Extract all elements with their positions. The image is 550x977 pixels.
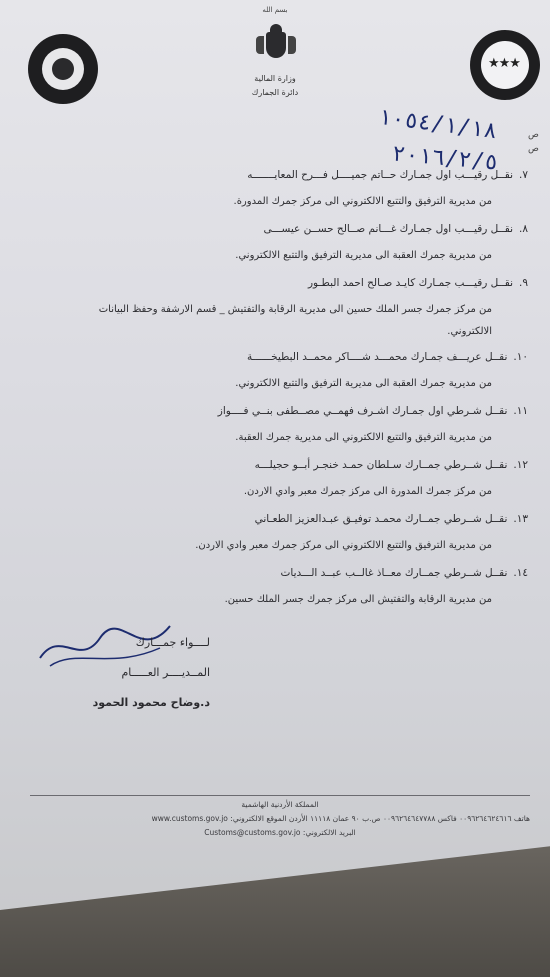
- item-number: ١٣.: [513, 513, 528, 525]
- header-ministry: وزارة المالية: [254, 74, 296, 83]
- signatory-name: د.وضاح محمود الحمود: [92, 696, 210, 709]
- signature-block: [20, 628, 210, 718]
- item-detail: من مديرية جمرك العقبة الى مديرية الترفيق والتتبع الالكتروني.: [235, 250, 492, 261]
- list-item: [30, 450, 528, 504]
- item-title: نقــل رقيـــب جمـارك كايـد صـالح احمد البطـور: [307, 277, 514, 289]
- list-item: [30, 268, 528, 342]
- list-item: [30, 558, 528, 612]
- item-detail: من مديرية الترفيق والتتبع الالكتروني الى مركز جمرك معبر وادي الاردن.: [195, 540, 492, 551]
- item-number: ١٠.: [513, 351, 528, 363]
- item-title: نقــل رقيـــب اول جمـارك حــاتم جميــــل فـــرح المعايـــــــه: [247, 169, 514, 181]
- item-number: ١٤.: [513, 567, 528, 579]
- item-number: ٨.: [519, 223, 528, 235]
- item-number: ٩.: [519, 277, 528, 289]
- item-title: نقــل شــرطي جمــارك سـلطان حمـد خنجـر أبــو حجيلـــه: [254, 459, 508, 471]
- signatory-rank: لــــواء جمـــارك: [135, 636, 210, 649]
- list-item: [30, 504, 528, 558]
- item-title: نقــل عريـــف جمـارك محمـــد شــــاكر محمــد البطيخــــــة: [246, 351, 508, 363]
- coat-of-arms-logo: [262, 24, 290, 62]
- side-stamp-line: ص: [528, 144, 539, 154]
- item-detail: من مديرية الترفيق والتتبع الالكتروني الى مركز جمرك المدورة.: [233, 196, 492, 207]
- item-detail: من مركز جمرك جسر الملك حسين الى مديرية الرقابة والتفتيش _ قسم الارشفة وحفظ البيانات: [98, 304, 492, 315]
- signatory-role: المــديــــر العـــــام: [121, 666, 210, 679]
- item-title: نقــل شـرطي اول جمـارك اشـرف فهمــي مصــطفى بنــي فــــواز: [217, 405, 508, 417]
- item-number: ١٢.: [513, 459, 528, 471]
- side-stamp: [528, 128, 539, 156]
- footer-email: البريد الالكتروني: Customs@customs.gov.jo: [204, 828, 356, 837]
- header-top-mark: بسم الله: [262, 6, 288, 14]
- handwritten-date: ٢٠١٦/٢/٥: [391, 141, 499, 176]
- footer: [30, 798, 530, 840]
- list-item: [30, 214, 528, 268]
- item-number: ١١.: [513, 405, 528, 417]
- item-number: ٧.: [519, 169, 528, 181]
- footer-divider: [30, 795, 530, 796]
- customs-seal-logo: [28, 34, 98, 104]
- footer-contact: هاتف ٠٠٩٦٢٦٤٦٢٤٦١٦ فاكس ٠٠٩٦٢٦٤٦٤٧٧٨٨ ص.ب ٩٠ عمان ١١١١٨ الأردن الموقع الالكتروني: www.customs.gov.jo: [151, 814, 530, 823]
- item-detail-continued: الالكتروني.: [447, 326, 492, 337]
- footer-title: المملكة الأردنية الهاشمية: [241, 800, 319, 809]
- item-title: نقــل شــرطي جمــارك محمـد توفيـق عبـدالعزيز الطعـاني: [254, 513, 508, 525]
- list-item: [30, 342, 528, 396]
- item-detail: من مديرية الترفيق والتتبع الالكتروني الى مديرية جمرك العقبة.: [235, 432, 492, 443]
- item-detail: من مديرية جمرك العقبة الى مديرية الترفيق والتتبع الالكتروني.: [235, 378, 492, 389]
- side-stamp-line: ص: [528, 130, 539, 140]
- list-item: [30, 396, 528, 450]
- item-title: نقــل شــرطي جمــارك معــاذ غالــب عبــد الـــديات: [280, 567, 508, 579]
- item-detail: من مديرية الرقابة والتفتيش الى مركز جمرك جسر الملك حسين.: [224, 594, 492, 605]
- handwritten-reference: ١٠٥٤/١/١٨: [376, 104, 499, 145]
- item-detail: من مركز جمرك المدورة الى مركز جمرك معبر وادي الاردن.: [243, 486, 492, 497]
- transfer-list: [30, 160, 528, 612]
- quality-seal-logo: ★★★: [470, 30, 540, 100]
- list-item: [30, 160, 528, 214]
- item-title: نقــل رقيـــب اول جمـارك غـــانم صــالح حســن عيســـى: [263, 223, 514, 235]
- header-department: دائرة الجمارك: [251, 88, 299, 97]
